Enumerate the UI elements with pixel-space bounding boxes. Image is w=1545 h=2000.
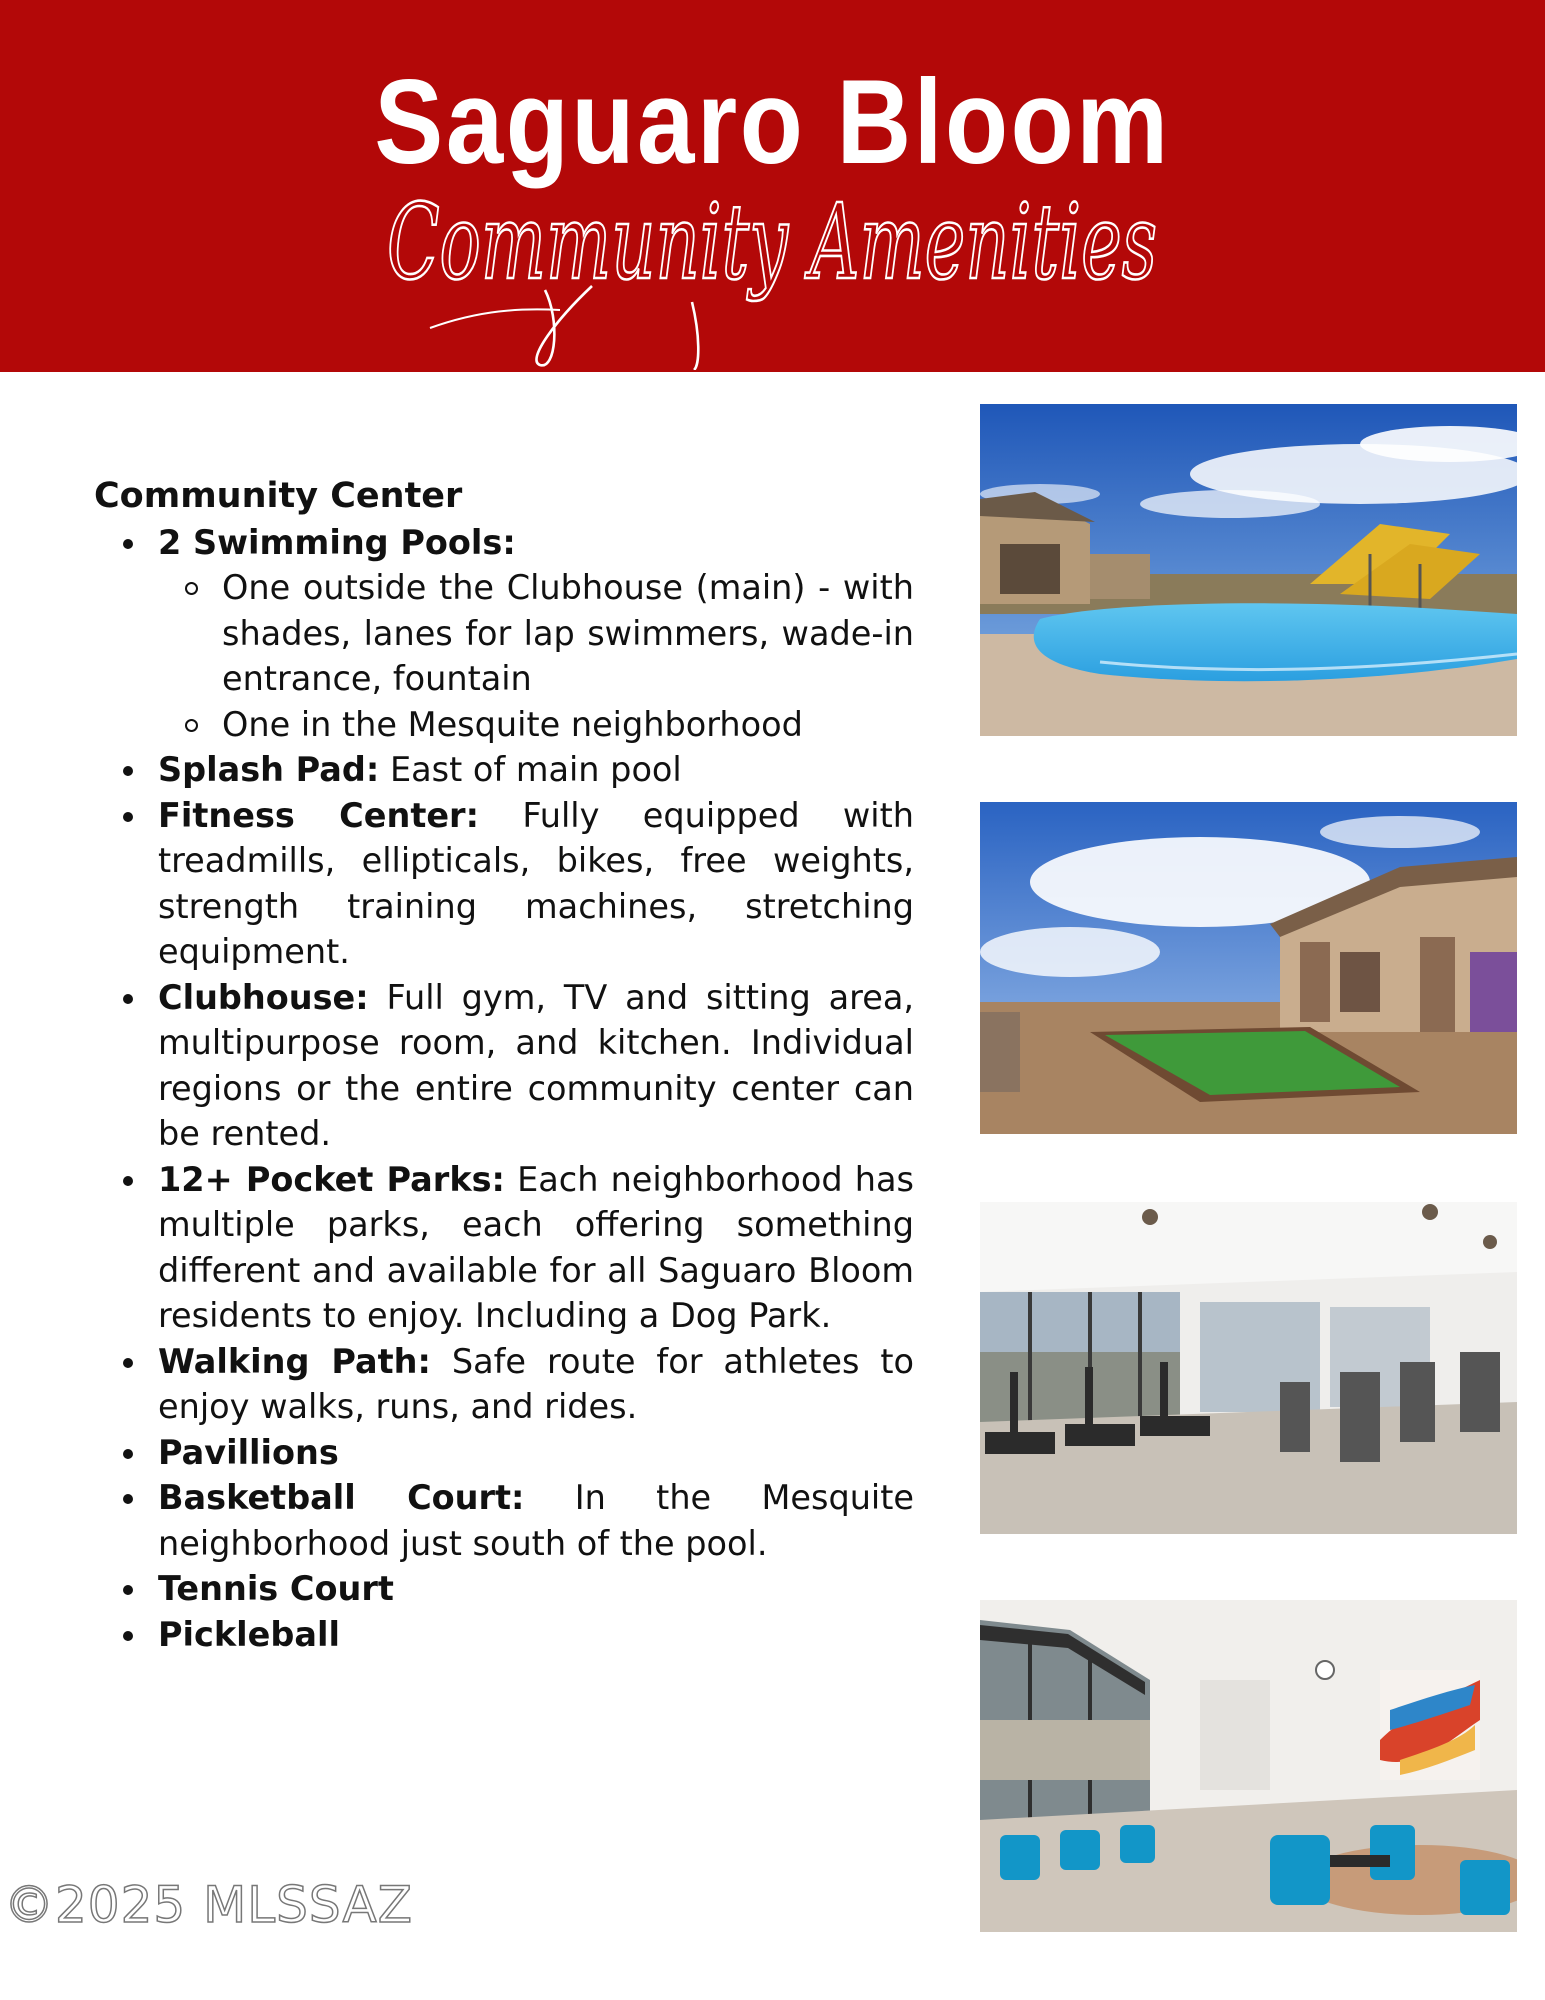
item-label: Splash Pad:: [158, 750, 380, 789]
sub-list-item: One in the Mesquite neighborhood: [158, 702, 914, 748]
header-banner: [0, 0, 1545, 372]
list-item: [94, 1430, 914, 1476]
pool-photo: [980, 404, 1517, 736]
item-label: Basketball Court:: [158, 1478, 525, 1517]
list-item: [94, 1612, 914, 1658]
item-text: In the Mesquite neighborhood just south of the pool.: [158, 1478, 914, 1563]
list-item: [94, 1475, 914, 1566]
item-label: Tennis Court: [158, 1569, 394, 1608]
item-text: East of main pool: [389, 750, 682, 789]
item-label: Walking Path:: [158, 1341, 431, 1381]
list-item: [94, 747, 914, 793]
item-text: Each neighborhood has multiple parks, each offering something different and available for all Saguaro Bloom residents to enjoy. Including a Dog Park.: [158, 1159, 914, 1335]
list-item: [94, 520, 914, 748]
copyright-watermark: ©2025 MLSSAZ: [4, 1876, 413, 1934]
item-text: Fully equipped with treadmills, ellipticals, bikes, free weights, strength training machines, stretching equipment.: [158, 795, 914, 971]
section-title: Community Center: [94, 476, 463, 516]
list-item: [94, 975, 914, 1157]
item-label: Pavillions: [158, 1432, 339, 1472]
page-subtitle: [0, 160, 1545, 370]
bocce-court-photo: [980, 802, 1517, 1134]
svg-text:Community Amenities: Community Amenities: [387, 181, 1157, 303]
pools-sublist: [158, 565, 914, 747]
item-label: Pickleball: [158, 1614, 340, 1654]
item-label: Clubhouse:: [158, 977, 369, 1017]
fitness-center-photo: [980, 1202, 1517, 1534]
amenities-list: [94, 520, 914, 1658]
list-item: [94, 1157, 914, 1339]
list-item: [94, 793, 914, 975]
sub-list-item: One outside the Clubhouse (main) - with shades, lanes for lap swimmers, wade-in entrance, fountain: [158, 565, 914, 702]
page-title: Saguaro Bloom: [374, 55, 1171, 189]
item-label: Fitness Center:: [158, 795, 479, 835]
clubhouse-lounge-photo: [980, 1600, 1517, 1932]
item-text: Safe route for athletes to enjoy walks, runs, and rides.: [158, 1341, 914, 1426]
list-item: [94, 1339, 914, 1430]
list-item: [94, 1566, 914, 1612]
item-label: 2 Swimming Pools:: [158, 522, 516, 562]
item-text: Full gym, TV and sitting area, multipurpose room, and kitchen. Individual regions or the entire community center can be rented.: [158, 977, 914, 1153]
amenities-content: [94, 474, 914, 1657]
item-label: 12+ Pocket Parks:: [158, 1159, 505, 1199]
